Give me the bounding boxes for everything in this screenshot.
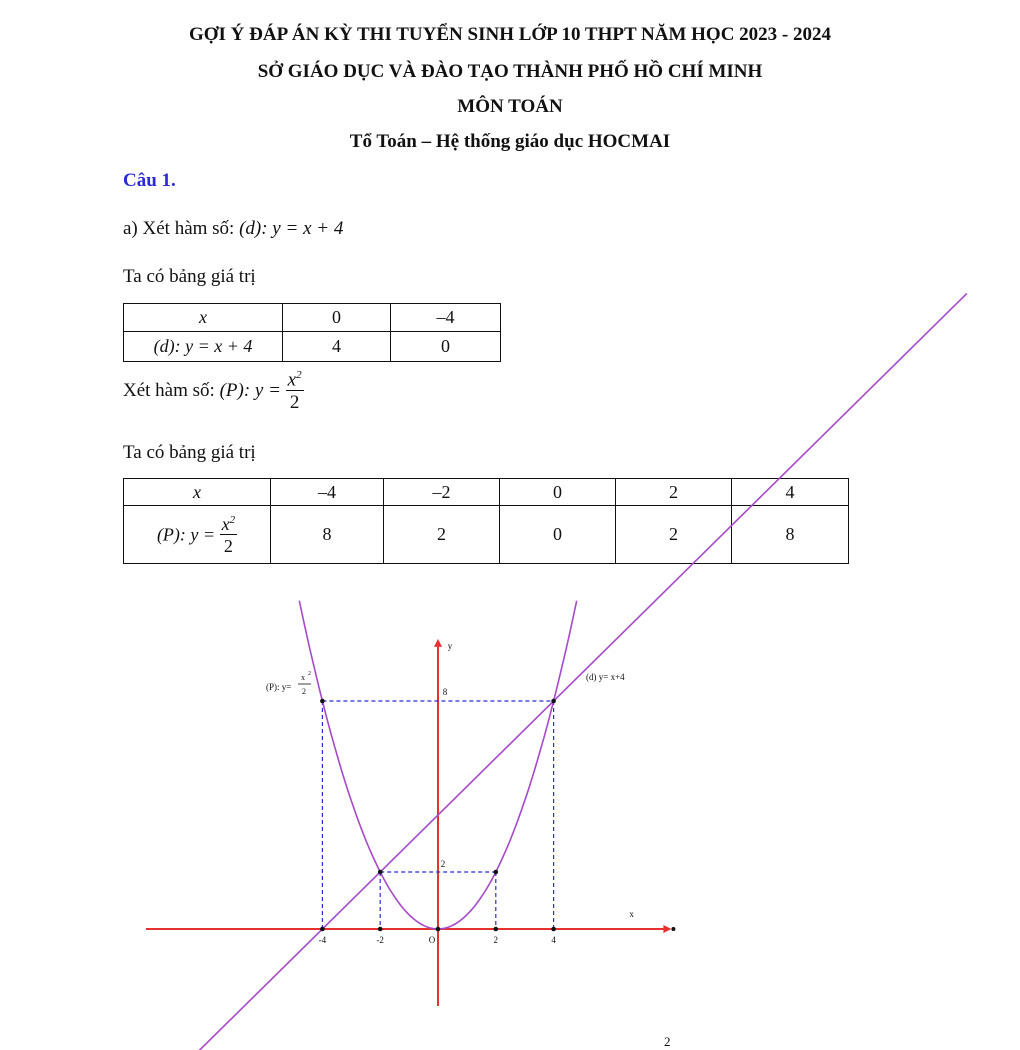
part-a-prefix: a) Xét hàm số: [123, 218, 235, 239]
data-point [378, 927, 383, 932]
table2-header-x: x [124, 479, 271, 506]
x-axis-label: x [629, 909, 634, 919]
table2-header-cell: 4 [732, 479, 849, 506]
table2-value-cell: 2 [616, 506, 732, 564]
frac-num: x [287, 369, 297, 391]
y-tick-label: 8 [442, 687, 448, 697]
table1-row-label: (d): y = x + 4 [124, 332, 283, 362]
frac-den: 2 [223, 535, 233, 556]
data-point [320, 927, 325, 932]
table2-header-cell: –4 [271, 479, 384, 506]
page-number: 2 [664, 1034, 671, 1049]
doc-title: GỢI Ý ĐÁP ÁN KỲ THI TUYỂN SINH LỚP 10 THPT NĂM HỌC 2023 - 2024 [188, 24, 832, 45]
data-point [494, 870, 499, 875]
table1-value-cell: 4 [283, 332, 391, 362]
table1-value-cell: 0 [391, 332, 501, 362]
line-function: (d): y = x + 4 [239, 218, 344, 239]
table2-header-cell: 2 [616, 479, 732, 506]
x-tick-label: -2 [376, 935, 384, 945]
table2-value-cell: 0 [500, 506, 616, 564]
parabola-lhs: (P): y = [219, 380, 281, 402]
frac-num: x [221, 513, 230, 534]
data-point [320, 699, 325, 704]
frac-exp: 2 [296, 369, 302, 381]
table1-header-x: x [124, 304, 283, 332]
table2-value-cell: 8 [271, 506, 384, 564]
data-point [378, 870, 383, 875]
table2-label-lhs: (P): y = [156, 524, 216, 544]
y-axis-arrow [434, 639, 442, 647]
table2-header-cell: 0 [500, 479, 616, 506]
x-axis-end-point [671, 927, 675, 931]
data-point [436, 927, 441, 932]
table2-header-cell: –2 [384, 479, 500, 506]
table1-header-cell: 0 [283, 304, 391, 332]
author-line: Tổ Toán – Hệ thống giáo dục HOCMAI [349, 131, 671, 152]
doc-subtitle: SỞ GIÁO DỤC VÀ ĐÀO TẠO THÀNH PHỐ HỒ CHÍ MINH [257, 61, 763, 82]
x-tick-label: 4 [551, 935, 556, 945]
x-tick-label: 2 [493, 935, 499, 945]
y-axis-label: y [447, 640, 453, 651]
table-intro-2: Ta có bảng giá trị [123, 442, 256, 463]
question-title: Câu 1. [123, 170, 176, 191]
parabola-label-den: 2 [302, 687, 306, 696]
data-point [551, 699, 556, 704]
y-tick-label: 2 [440, 859, 446, 869]
frac-den: 2 [289, 392, 300, 414]
line-d-series [169, 293, 967, 1050]
parabola-label-num: x [301, 673, 305, 682]
x-axis-arrow [663, 925, 671, 933]
subject-title: MÔN TOÁN [457, 96, 563, 117]
parabola-prefix: Xét hàm số: [123, 380, 215, 402]
line-d-label: (d) y= x+4 [586, 672, 625, 682]
table-intro-1: Ta có bảng giá trị [123, 266, 256, 287]
parabola-label-lhs: (P): y= [266, 682, 292, 692]
frac-exp: 2 [229, 513, 236, 526]
table1-header-cell: –4 [391, 304, 501, 332]
data-point [494, 927, 499, 932]
table2-value-cell: 8 [732, 506, 849, 564]
parabola-label-exp: 2 [308, 671, 311, 677]
x-tick-label: O [428, 935, 436, 945]
x-tick-label: -4 [318, 935, 327, 945]
data-point [551, 927, 556, 932]
table2-value-cell: 2 [384, 506, 500, 564]
